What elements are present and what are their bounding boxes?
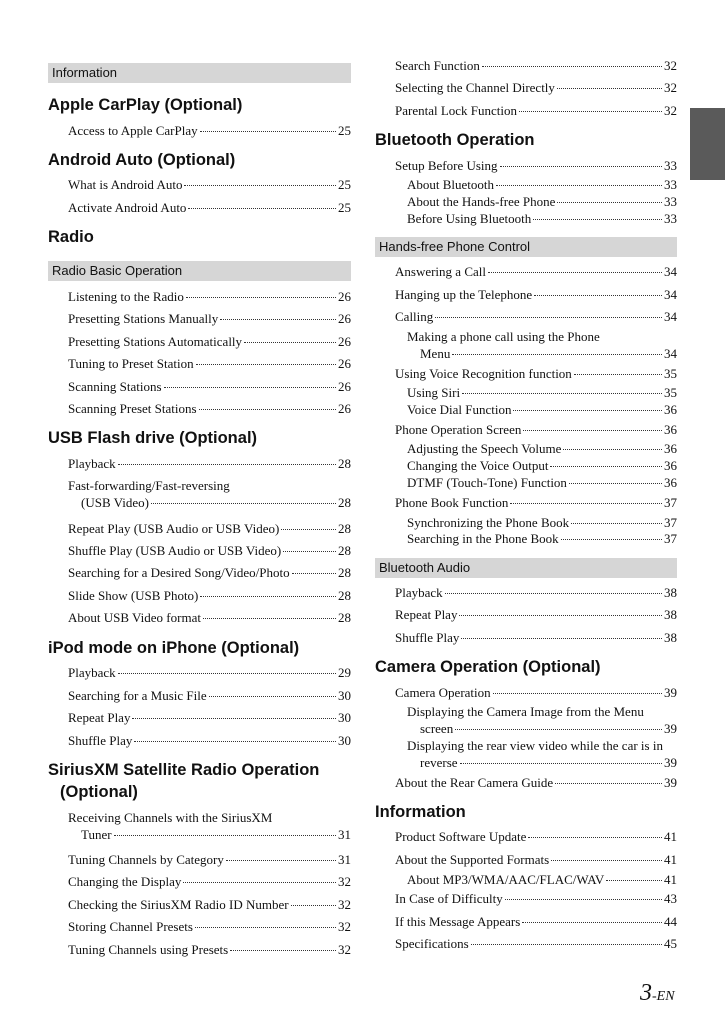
toc-entry[interactable]: Hanging up the Telephone 34 [395, 287, 677, 302]
toc-entry[interactable]: About USB Video format 28 [68, 610, 351, 625]
toc-entry-sub[interactable]: Voice Dial Function 36 [407, 402, 677, 417]
heading-camera-operation: Camera Operation (Optional) [375, 658, 601, 676]
toc-entry[interactable]: Playback 38 [395, 585, 677, 600]
section-band-radio-basic: Radio Basic Operation [48, 261, 351, 281]
toc-entry[interactable]: What is Android Auto 25 [68, 177, 351, 192]
toc-entry[interactable]: Slide Show (USB Photo) 28 [68, 588, 351, 603]
toc-entry[interactable]: Tuning to Preset Station 26 [68, 356, 351, 371]
toc-entry-sub[interactable]: Adjusting the Speech Volume 36 [407, 441, 677, 456]
toc-entry-wrapped[interactable]: Displaying the rear view video while the car is in reverse 39 [407, 738, 677, 770]
toc-entry[interactable]: Listening to the Radio 26 [68, 289, 351, 304]
toc-entry[interactable]: Searching for a Music File 30 [68, 688, 351, 703]
toc-entry[interactable]: Shuffle Play 30 [68, 733, 351, 748]
section-band-information: Information [48, 63, 351, 83]
toc-entry[interactable]: Product Software Update 41 [395, 829, 677, 844]
toc-entry[interactable]: Camera Operation 39 [395, 685, 677, 700]
toc-entry[interactable]: Specifications 45 [395, 936, 677, 951]
toc-entry[interactable]: Scanning Stations 26 [68, 379, 351, 394]
section-tab-marker [690, 108, 725, 180]
toc-entry-wrapped[interactable]: Receiving Channels with the SiriusXM Tuner 31 [68, 810, 351, 842]
toc-entry[interactable]: Phone Operation Screen 36 [395, 422, 677, 437]
toc-entry[interactable]: Repeat Play 30 [68, 710, 351, 725]
toc-entry-sub[interactable]: Synchronizing the Phone Book 37 [407, 515, 677, 530]
toc-entry[interactable]: Repeat Play 38 [395, 607, 677, 622]
section-band-hands-free: Hands-free Phone Control [375, 237, 677, 257]
toc-entry[interactable]: Changing the Display 32 [68, 874, 351, 889]
heading-ipod-mode: iPod mode on iPhone (Optional) [48, 639, 300, 657]
toc-entry[interactable]: Playback 29 [68, 665, 351, 680]
toc-entry[interactable]: Presetting Stations Automatically 26 [68, 334, 351, 349]
page-number: 3-EN [640, 980, 675, 1006]
heading-usb-flash-drive: USB Flash drive (Optional) [48, 429, 258, 447]
toc-entry[interactable]: Searching for a Desired Song/Video/Photo 28 [68, 565, 351, 580]
toc-entry-sub[interactable]: DTMF (Touch-Tone) Function 36 [407, 475, 677, 490]
toc-entry[interactable]: Scanning Preset Stations 26 [68, 401, 351, 416]
heading-radio: Radio [48, 228, 94, 246]
toc-entry[interactable]: Tuning Channels by Category 31 [68, 852, 351, 867]
toc-entry-sub[interactable]: Using Siri 35 [407, 385, 677, 400]
section-band-bluetooth-audio: Bluetooth Audio [375, 558, 677, 578]
toc-entry[interactable]: Access to Apple CarPlay 25 [68, 123, 351, 138]
toc-entry[interactable]: About the Rear Camera Guide 39 [395, 775, 677, 790]
toc-entry-wrapped[interactable]: Displaying the Camera Image from the Menu screen 39 [407, 704, 677, 736]
toc-entry-sub[interactable]: Before Using Bluetooth 33 [407, 211, 677, 226]
toc-entry[interactable]: Phone Book Function 37 [395, 495, 677, 510]
toc-entry-sub[interactable]: Changing the Voice Output 36 [407, 458, 677, 473]
toc-entry[interactable]: Setup Before Using 33 [395, 158, 677, 173]
toc-entry-wrapped[interactable]: Making a phone call using the Phone Menu 34 [407, 329, 677, 361]
toc-entry-wrapped[interactable]: Fast-forwarding/Fast-reversing (USB Video) 28 [68, 478, 351, 510]
toc-entry-sub[interactable]: Searching in the Phone Book 37 [407, 531, 677, 546]
toc-entry[interactable]: Calling 34 [395, 309, 677, 324]
toc-entry[interactable]: Shuffle Play (USB Audio or USB Video) 28 [68, 543, 351, 558]
toc-entry-sub[interactable]: About MP3/WMA/AAC/FLAC/WAV 41 [407, 872, 677, 887]
toc-entry[interactable]: Using Voice Recognition function 35 [395, 366, 677, 381]
heading-bluetooth-operation: Bluetooth Operation [375, 131, 535, 149]
toc-entry[interactable]: Activate Android Auto 25 [68, 200, 351, 215]
toc-entry[interactable]: Selecting the Channel Directly 32 [395, 80, 677, 95]
toc-entry[interactable]: Parental Lock Function 32 [395, 103, 677, 118]
toc-entry[interactable]: If this Message Appears 44 [395, 914, 677, 929]
heading-apple-carplay: Apple CarPlay (Optional) [48, 96, 243, 114]
heading-information: Information [375, 803, 466, 821]
heading-siriusxm: SiriusXM Satellite Radio Operation (Optional) [48, 761, 320, 801]
toc-entry[interactable]: Search Function 32 [395, 58, 677, 73]
toc-entry[interactable]: Presetting Stations Manually 26 [68, 311, 351, 326]
toc-entry[interactable]: Checking the SiriusXM Radio ID Number 32 [68, 897, 351, 912]
heading-android-auto: Android Auto (Optional) [48, 151, 236, 169]
toc-entry[interactable]: Tuning Channels using Presets 32 [68, 942, 351, 957]
toc-entry[interactable]: Storing Channel Presets 32 [68, 919, 351, 934]
toc-entry[interactable]: Answering a Call 34 [395, 264, 677, 279]
toc-entry[interactable]: Repeat Play (USB Audio or USB Video) 28 [68, 521, 351, 536]
toc-entry-sub[interactable]: About Bluetooth 33 [407, 177, 677, 192]
toc-entry[interactable]: About the Supported Formats 41 [395, 852, 677, 867]
toc-entry[interactable]: In Case of Difficulty 43 [395, 891, 677, 906]
toc-entry[interactable]: Shuffle Play 38 [395, 630, 677, 645]
toc-entry-sub[interactable]: About the Hands-free Phone 33 [407, 194, 677, 209]
toc-entry[interactable]: Playback 28 [68, 456, 351, 471]
